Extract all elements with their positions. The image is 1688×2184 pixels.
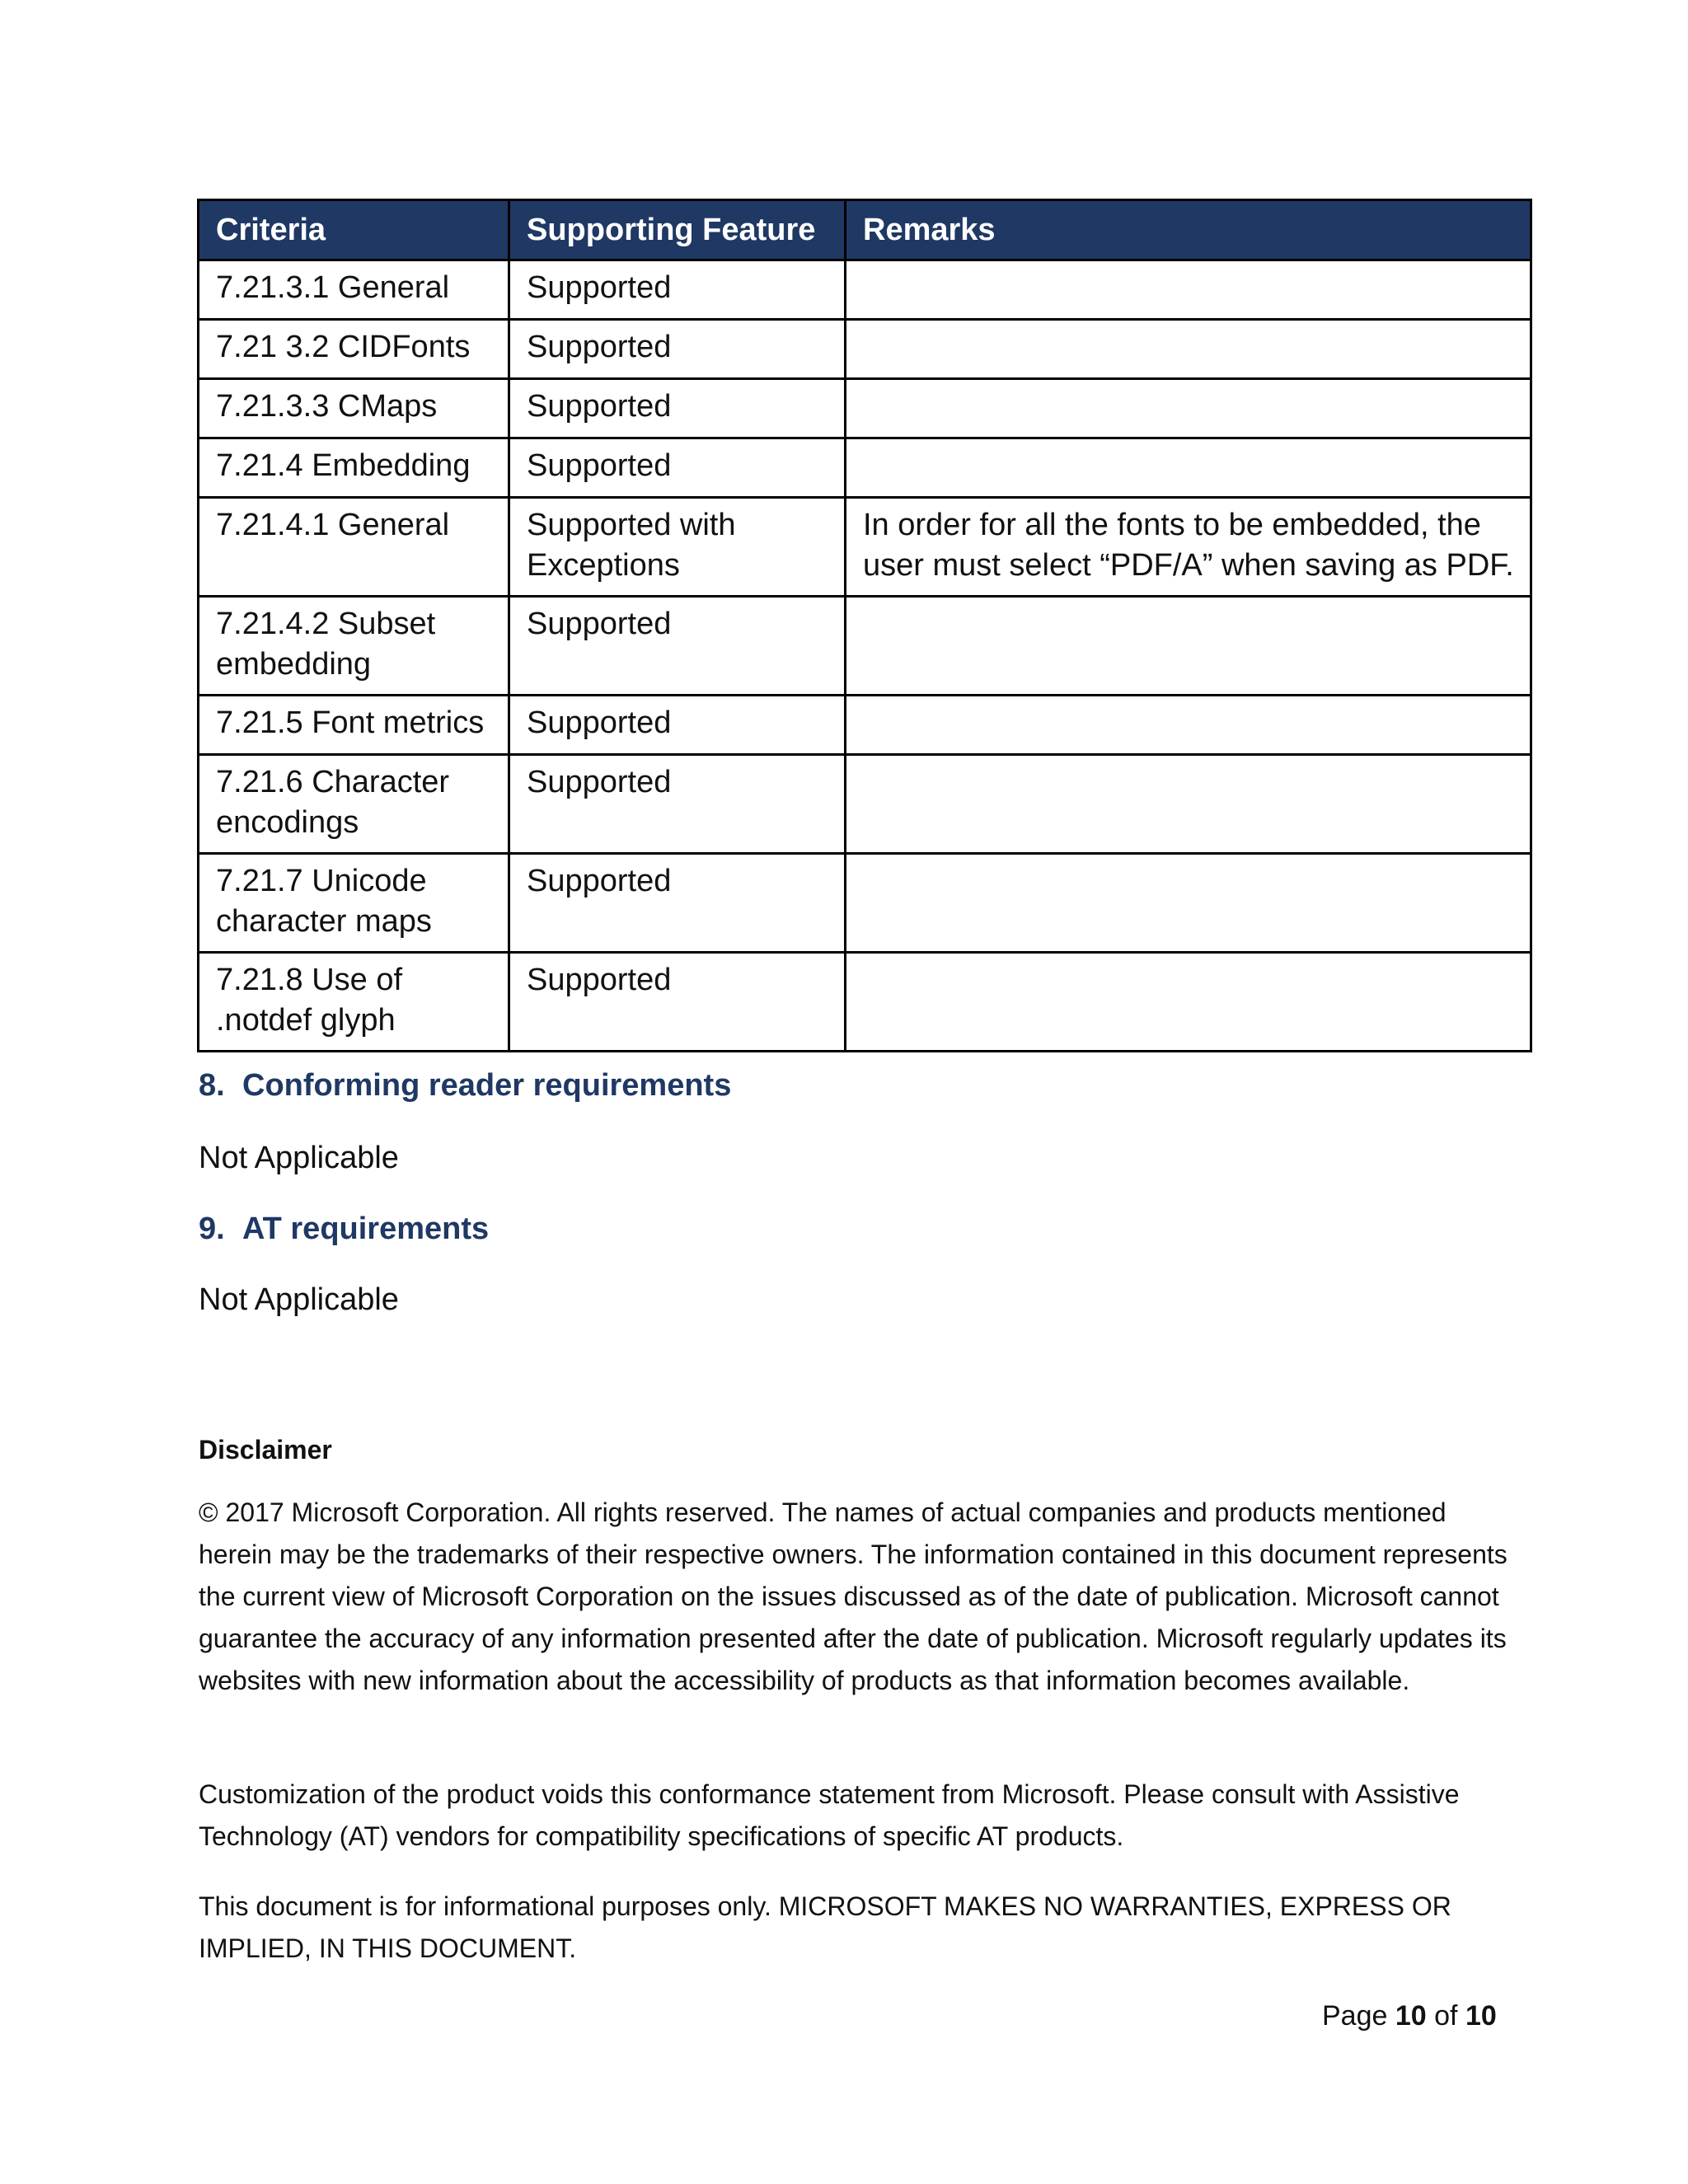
table-row — [199, 696, 1531, 755]
disclaimer-copyright-paragraph: © 2017 Microsoft Corporation. All rights reserved. The names of actual companies and products mentioned herein may be the trademarks of their respective owners. The information contained in this document represents the current view of Microsoft Corporation on the issues discussed as of the date of publication. Microsoft cannot guarantee the accuracy of any information presented after the date of publication. Microsoft regularly updates its websites with new information about the accessibility of products as that information becomes available. — [199, 1497, 1507, 1695]
section-heading-conforming-reader — [199, 1068, 731, 1104]
feature-cell: Supported — [509, 953, 846, 1052]
remarks-cell: In order for all the fonts to be embedded, the user must select “PDF/A” when saving as PDF. — [846, 498, 1531, 597]
page-separator: of — [1434, 2000, 1458, 2032]
feature-cell: Supported with Exceptions — [509, 498, 846, 597]
remarks-cell — [846, 854, 1531, 953]
remarks-cell — [846, 597, 1531, 696]
feature-cell: Supported — [509, 379, 846, 438]
column-header-criteria: Criteria — [199, 200, 509, 260]
feature-cell: Supported — [509, 320, 846, 379]
criteria-cell: 7.21.4.1 General — [199, 498, 509, 597]
remarks-cell — [846, 260, 1531, 320]
criteria-cell: 7.21.7 Unicode character maps — [199, 854, 509, 953]
section-title: AT requirements — [242, 1212, 490, 1246]
criteria-cell: 7.21.4 Embedding — [199, 438, 509, 498]
table-row — [199, 953, 1531, 1052]
section-body-conforming-reader: Not Applicable — [199, 1141, 399, 1175]
section-number: 9. — [199, 1212, 225, 1246]
section-body-at-requirements: Not Applicable — [199, 1282, 399, 1317]
page-number — [1322, 2000, 1497, 2032]
feature-cell: Supported — [509, 854, 846, 953]
remarks-cell — [846, 320, 1531, 379]
criteria-cell: 7.21.5 Font metrics — [199, 696, 509, 755]
criteria-cell: 7.21.3.3 CMaps — [199, 379, 509, 438]
criteria-cell: 7.21.8 Use of .notdef glyph — [199, 953, 509, 1052]
disclaimer-title: Disclaimer — [199, 1435, 332, 1465]
table-header-row — [199, 200, 1531, 260]
table-row — [199, 597, 1531, 696]
feature-cell: Supported — [509, 597, 846, 696]
table-row — [199, 260, 1531, 320]
feature-cell: Supported — [509, 260, 846, 320]
table-row — [199, 379, 1531, 438]
disclaimer-customization-paragraph: Customization of the product voids this conformance statement from Microsoft. Please consult with Assistive Technology (AT) vendors for compatibility specifications of specific AT products. — [199, 1779, 1460, 1851]
remarks-cell — [846, 696, 1531, 755]
conformance-table — [197, 199, 1532, 1052]
section-number: 8. — [199, 1068, 225, 1103]
remarks-cell — [846, 379, 1531, 438]
page-label: Page — [1322, 2000, 1388, 2032]
section-title: Conforming reader requirements — [242, 1068, 732, 1103]
criteria-cell: 7.21.6 Character encodings — [199, 755, 509, 854]
total-page-count: 10 — [1465, 2000, 1497, 2032]
remarks-cell — [846, 755, 1531, 854]
feature-cell: Supported — [509, 438, 846, 498]
column-header-remarks: Remarks — [846, 200, 1531, 260]
section-heading-at-requirements — [199, 1212, 489, 1247]
table-row — [199, 438, 1531, 498]
feature-cell: Supported — [509, 696, 846, 755]
table-row — [199, 755, 1531, 854]
criteria-cell: 7.21.4.2 Subset embedding — [199, 597, 509, 696]
criteria-cell: 7.21.3.1 General — [199, 260, 509, 320]
current-page-number: 10 — [1395, 2000, 1427, 2032]
column-header-supporting-feature: Supporting Feature — [509, 200, 846, 260]
remarks-cell — [846, 953, 1531, 1052]
criteria-cell: 7.21 3.2 CIDFonts — [199, 320, 509, 379]
remarks-cell — [846, 438, 1531, 498]
feature-cell: Supported — [509, 755, 846, 854]
table-row — [199, 498, 1531, 597]
table-row — [199, 854, 1531, 953]
disclaimer-warranty-paragraph: This document is for informational purposes only. MICROSOFT MAKES NO WARRANTIES, EXPRESS OR IMPLIED, IN THIS DOCUMENT. — [199, 1891, 1451, 1963]
table-row — [199, 320, 1531, 379]
